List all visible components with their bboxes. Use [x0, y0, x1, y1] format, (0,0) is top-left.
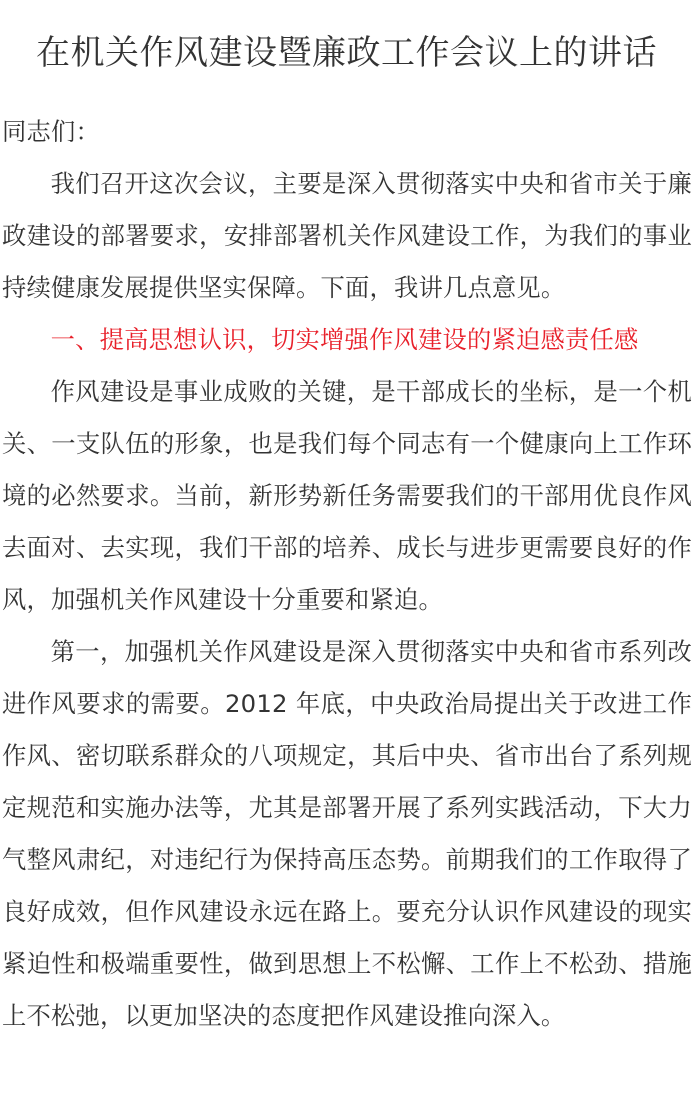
document-body — [2, 106, 692, 1042]
paragraph-body-2: 第一，加强机关作风建设是深入贯彻落实中央和省市系列改进作风要求的需要。2012 年底，中央政治局提出关于改进工作作风、密切联系群众的八项规定，其后中央、省市出台了系列规定规范和实施办法等，尤其是部署开展了系列实践活动，下大力气整风肃纪，对违纪行为保持高压态势。前期我们的工作取得了良好成效，但作风建设永远在路上。要充分认识作风建设的现实紧迫性和极端重要性，做到思想上不松懈、工作上不松劲、措施上不松弛，以更加坚决的态度把作风建设推向深入。 — [2, 637, 692, 1030]
section-heading-1: 一、提高思想认识，切实增强作风建设的紧迫感责任感 — [50, 325, 639, 354]
paragraph-body-1: 作风建设是事业成败的关键，是干部成长的坐标，是一个机关、一支队伍的形象，也是我们每个同志有一个健康向上工作环境的必然要求。当前，新形势新任务需要我们的干部用优良作风去面对、去实现，我们干部的培养、成长与进步更需要良好的作风，加强机关作风建设十分重要和紧迫。 — [2, 377, 692, 614]
document-title: 在机关作风建设暨廉政工作会议上的讲话 — [36, 33, 657, 73]
paragraph-intro: 我们召开这次会议，主要是深入贯彻落实中央和省市关于廉政建设的部署要求，安排部署机关作风建设工作，为我们的事业持续健康发展提供坚实保障。下面，我讲几点意见。 — [2, 169, 692, 302]
salutation: 同志们： — [2, 117, 100, 146]
